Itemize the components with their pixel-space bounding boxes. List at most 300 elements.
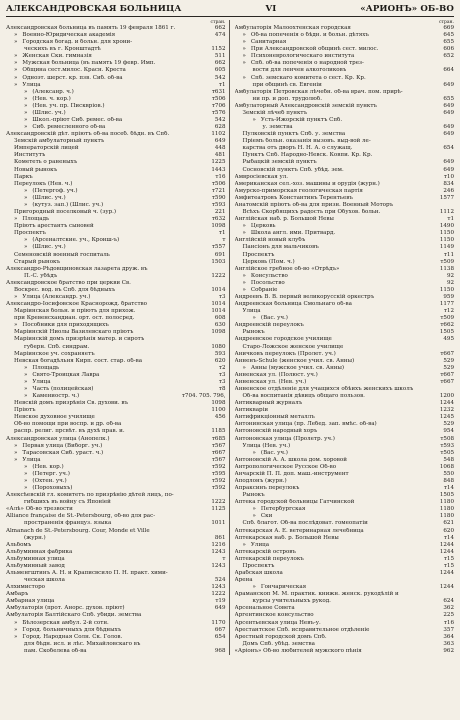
index-entry [6, 329, 226, 336]
entry-page-ref: т631 [211, 88, 226, 95]
entry-title: » Военно-Юридическая академія [6, 32, 210, 39]
index-entry [235, 223, 455, 230]
index-entry [6, 124, 226, 131]
index-entry [235, 365, 455, 372]
index-entry [6, 230, 226, 237]
index-entry [235, 39, 455, 46]
entry-title: Пріютъ [14, 407, 36, 414]
entry-title: Алексѣевскій гл. комитетъ по призрѣнію дѣтей лицъ, по- [6, 492, 174, 499]
entry-title: » Свято-Троицкая Лавра [6, 372, 210, 379]
entry-page-ref: 529 [443, 357, 454, 364]
entry-title: Рынокъ [242, 329, 265, 336]
index-entry [235, 138, 455, 145]
entry-page-ref: 649 [443, 166, 454, 173]
entry-title: » Школа англ. ими. Притвард. [235, 230, 438, 237]
entry-title: » Улица [6, 82, 210, 89]
index-entry [6, 82, 226, 89]
index-entry [235, 75, 455, 82]
index-entry [235, 528, 455, 535]
index-entry [235, 53, 455, 60]
entry-page-ref: 246 [443, 187, 454, 194]
index-entry [6, 252, 226, 259]
entry-title: Амбулаторія Малоохтенская городская [234, 25, 351, 31]
entry-title: Альбуминная фабрика [6, 548, 73, 555]
index-entry [6, 598, 226, 605]
entry-page-ref: 649 [214, 605, 226, 612]
entry-title: Амбулаторный Александровскій земскій пунктъ [234, 102, 377, 109]
entry-page-ref: 1503 [211, 258, 226, 265]
index-entry [235, 535, 455, 542]
entry-page-ref: 1577 [439, 194, 454, 201]
entry-page-ref: т505 [440, 449, 454, 456]
entry-title: Алхимисторо [6, 584, 45, 591]
entry-page-ref: 1125 [211, 506, 226, 513]
entry-page-ref: 363 [443, 640, 454, 647]
entry-title: Амбаръ [6, 591, 29, 598]
entry-page-ref: 1150 [439, 237, 454, 244]
entry-title: » Камениостр. ч.) [6, 393, 180, 400]
entry-page-ref: т1 [218, 81, 226, 88]
entry-page-ref: 606 [443, 46, 454, 53]
entry-title: » Община сест.милос. Красн. Креста [6, 67, 210, 74]
entry-title: Андреевскій переулокъ [234, 322, 304, 329]
index-entry [235, 612, 455, 619]
running-header-right: «АРИОНЪ» ОБ-ВО [360, 4, 454, 14]
entry-title: Амбарная улица [6, 598, 55, 605]
entry-page-ref: 542 [214, 117, 226, 124]
entry-title: Невское духовное училище [14, 414, 95, 421]
index-entry [6, 549, 226, 556]
entry-title: » (Шлис. уч.) [6, 244, 210, 251]
index-entry [6, 478, 226, 485]
index-entry [235, 124, 455, 131]
entry-title: » Усть-Ижорскій пунктъ Спб. [235, 117, 439, 124]
entry-title: » (Вас. уч.) [235, 450, 439, 457]
entry-page-ref: 1244 [439, 541, 454, 548]
entry-title: Пунктъ Спб. Народно-Невск. Ковпи. Кр. Кр. [242, 152, 373, 159]
entry-page-ref: 1185 [211, 428, 226, 435]
running-header-left: АЛЕКСАНДРОВСКАЯ БОЛЬНИЦА [6, 4, 182, 14]
entry-page-ref: 481 [214, 152, 226, 159]
index-entry [6, 641, 226, 648]
entry-page-ref: 1505 [439, 329, 454, 336]
entry-page-ref: 649 [214, 138, 226, 145]
entry-page-ref: 362 [443, 605, 454, 612]
entry-title: Пансіонъ для мальчиковъ [242, 244, 319, 251]
entry-title: при Кревенсхандиан. орт. ост. полосред. [14, 315, 135, 322]
index-entry [6, 60, 226, 67]
entry-page-ref: 655 [443, 95, 454, 102]
index-entry [6, 216, 226, 223]
entry-page-ref: 1102 [211, 131, 226, 138]
entry-page-ref: 474 [214, 32, 226, 39]
entry-title: Проспектъ [14, 230, 46, 237]
entry-page-ref: т15 [443, 562, 454, 569]
entry-title: » Тарасовская Сиб. ураст. ч.) [6, 450, 210, 457]
entry-title: Амбулаторія Петровская лѣчебн. об-ва врач. пом. прирѣ- [234, 88, 403, 95]
entry-title: Проспектъ [242, 251, 275, 258]
entry-title: Альменгштинъ А. Н. и Краписвсило П. Н. практ. хими- [6, 570, 168, 577]
entry-page-ref: 92 [446, 272, 454, 279]
index-entry [6, 336, 226, 343]
index-entry [6, 209, 226, 216]
entry-title: Невская богадѣльня Кирп. сост. стар. об-ва [14, 357, 142, 364]
index-entry [235, 577, 455, 584]
entry-page-ref: 1243 [211, 562, 226, 569]
entry-page-ref: 605 [214, 67, 226, 74]
entry-page-ref: т14 [443, 534, 454, 541]
entry-page-ref: т19 [215, 598, 226, 605]
index-entry [6, 612, 226, 619]
entry-page-ref: 1098 [211, 223, 226, 230]
entry-title: Всѣхъ Скорбящихъ радость при Обухов. больн. [242, 209, 381, 216]
index-entry [235, 393, 455, 400]
entry-page-ref: 1150 [439, 286, 454, 293]
index-entry [6, 280, 226, 287]
index-entry [235, 421, 455, 428]
entry-title: Антикваріи [234, 407, 269, 414]
entry-title: Маріинская больн. и пріютъ для прихож. [14, 308, 136, 315]
index-entry [235, 216, 455, 223]
index-entry [235, 499, 455, 506]
entry-title: Маріинскій домъ призрѣнія матер. и сиротъ [14, 336, 145, 343]
entry-title: » (Пороховыхъ) [6, 485, 210, 492]
column-caption-left: стран. [210, 20, 226, 25]
index-entry [6, 67, 226, 74]
index-entry [6, 237, 226, 244]
index-entry [235, 280, 455, 287]
entry-page-ref: 357 [443, 626, 454, 633]
entry-title: Англійское гребное об-во «Отрѣдъ» [234, 265, 340, 272]
entry-page-ref: 954 [443, 428, 454, 435]
index-entry [6, 344, 226, 351]
index-entry [235, 301, 455, 308]
index-entry [235, 443, 455, 450]
index-entry [6, 181, 226, 188]
entry-title: Альбомъ [6, 541, 32, 548]
index-entry [6, 287, 226, 294]
entry-page-ref: т593 [211, 201, 226, 208]
entry-title: Антонинская улица (пр. Лебед. зап. вмѣс. об-ва) [234, 421, 377, 428]
entry-title: » Сиб. ремесленного об-ва [6, 124, 210, 131]
index-entry [235, 131, 455, 138]
entry-title: » Гончарическая [235, 584, 438, 591]
index-entry [235, 513, 455, 520]
index-entry [6, 634, 226, 641]
entry-page-ref: 92 [446, 279, 454, 286]
entry-title: (журн.) [24, 534, 46, 541]
entry-page-ref: т12 [443, 308, 454, 315]
running-header [6, 4, 454, 17]
entry-page-ref: т506 [211, 180, 226, 187]
index-entry [235, 188, 455, 195]
entry-page-ref: 691 [214, 251, 226, 258]
entry-title: Аптека городской больницы Гатчинской [234, 499, 355, 506]
entry-title: Переулокъ (Нев. ч.) [14, 180, 73, 187]
entry-page-ref: 962 [443, 647, 454, 654]
entry-title: Александровская улица (Анопелк.) [6, 435, 110, 442]
entry-title: Александровскій дѣт. пріютъ об-ва посеб. бѣдн. въ Спб. [6, 131, 170, 138]
index-entry [235, 46, 455, 53]
entry-page-ref: т8 [218, 385, 226, 392]
index-entry [235, 379, 455, 386]
index-entry [235, 584, 455, 591]
entry-page-ref: т16 [443, 619, 454, 626]
entry-page-ref: 1490 [439, 223, 454, 230]
entry-page-ref: 1177 [439, 301, 454, 308]
entry-page-ref: 550 [443, 470, 454, 477]
index-entry [6, 96, 226, 103]
index-entry [235, 174, 455, 181]
entry-page-ref: 959 [443, 293, 454, 300]
entry-title: Сосновскій пунктъ Спб. убѣд. зем. [242, 166, 344, 173]
index-entry [235, 563, 455, 570]
entry-page-ref: т592 [211, 485, 226, 492]
entry-title: Арсенальное Совета [234, 605, 295, 612]
entry-page-ref: т704. 705. 796, [181, 393, 226, 400]
entry-title: Англійскій новый клубъ [234, 237, 306, 244]
entry-title: » Часть (полицейская) [6, 386, 210, 393]
entry-title: » Улица (Александр. уч.) [6, 294, 210, 301]
index-entry [235, 478, 455, 485]
entry-title: пам. Скобелева об-ва [24, 647, 87, 654]
entry-page-ref: 1180 [439, 513, 454, 520]
entry-page-ref: т567 [211, 442, 226, 449]
entry-page-ref: 1225 [211, 159, 226, 166]
entry-page-ref: 221 [214, 209, 226, 216]
entry-page-ref: 1014 [211, 286, 226, 293]
entry-title: Маріинскій Ниолы Вазилевскаго пріютъ [14, 329, 134, 336]
index-entry [235, 351, 455, 358]
index-entry [6, 584, 226, 591]
entry-title: Аптекарскій островъ [234, 548, 296, 555]
entry-page-ref: т [222, 555, 226, 562]
index-entry [6, 223, 226, 230]
index-entry [235, 329, 455, 336]
entry-title: Анчарскій П. П. доп. маш.-инструмент [234, 470, 349, 477]
index-entry [6, 315, 226, 322]
index-entry [6, 627, 226, 634]
entry-title: Паркъ [14, 173, 33, 180]
index-entry [235, 591, 455, 598]
entry-page-ref: т16 [215, 173, 226, 180]
entry-page-ref: 667 [214, 626, 226, 633]
entry-page-ref: т567 [211, 456, 226, 463]
index-entry [6, 386, 226, 393]
index-entry [6, 605, 226, 612]
entry-page-ref: 1014 [211, 301, 226, 308]
index-entry [6, 520, 226, 527]
entry-title: Антоновскій А. А. школа дом. хоровой [234, 456, 347, 463]
entry-page-ref: 649 [443, 102, 454, 109]
entry-title: при общинѣ св. Евгеніи [252, 81, 322, 88]
index-entry [235, 195, 455, 202]
entry-page-ref: 495 [443, 336, 454, 343]
index-entry [235, 549, 455, 556]
entry-page-ref: т14 [443, 485, 454, 492]
index-entry [235, 181, 455, 188]
entry-title: Аптекарская А. Е. ветеринарная лечебница [234, 527, 364, 534]
index-entry [235, 605, 455, 612]
entry-title: Об-во помощи при воспр. и др. об-ва [14, 421, 122, 428]
entry-title: » (Шлис. уч.) [6, 110, 210, 117]
index-entry [235, 110, 455, 117]
entry-title: » (Алексанр. ч.) [6, 89, 210, 96]
index-entry [6, 471, 226, 478]
entry-page-ref: 1200 [439, 393, 454, 400]
entry-title: » Одноэт. шерст. кр. пзв. Сиб. об-ва [6, 75, 210, 82]
entry-page-ref: т1 [447, 216, 454, 223]
index-entry [6, 393, 226, 400]
entry-title: » (Петерг. уч.) [6, 471, 210, 478]
entry-page-ref: 669 [443, 25, 454, 31]
index-entry [6, 53, 226, 60]
index-entry [6, 535, 226, 542]
entry-page-ref: т3 [218, 378, 226, 385]
entry-title: Арестный городской домъ Спб. [234, 633, 327, 640]
entry-page-ref: т667 [211, 449, 226, 456]
entry-title: Alliance française de St.-Petersbourg, об-во для рас- [6, 513, 156, 520]
index-entry [6, 436, 226, 443]
entry-page-ref: 1232 [439, 407, 454, 414]
index-entry [235, 485, 455, 492]
index-entry [6, 25, 226, 32]
entry-page-ref: 529 [443, 364, 454, 371]
entry-title: Старо-Ложское женское училище [242, 343, 344, 350]
entry-title: П.-С. убѣдъ [24, 272, 58, 279]
entry-page-ref: 649 [443, 81, 454, 88]
index-entry [6, 32, 226, 39]
entry-page-ref: т509 [440, 315, 454, 322]
entry-title: Аргентинское консульство [234, 612, 314, 619]
index-columns [6, 20, 454, 655]
index-entry [235, 457, 455, 464]
entry-page-ref: 662 [214, 60, 226, 67]
index-entry [235, 556, 455, 563]
entry-title: Спб. благот. Об-ва послѣдоват. гомеопатіи [242, 520, 368, 527]
index-entry [6, 450, 226, 457]
entry-title: Англійская наб. р. Большой Невы [234, 216, 334, 223]
entry-title: Об-ва воспитанія дѣвицъ общаго пользов. [242, 393, 365, 400]
entry-page-ref: т2 [218, 364, 226, 371]
page-number: VI [265, 4, 277, 14]
entry-page-ref: т721 [211, 187, 226, 194]
index-entry [6, 620, 226, 627]
entry-title: Невскій домъ призрѣнія Св. духови. въ [14, 400, 129, 407]
entry-page-ref: 662 [214, 25, 226, 31]
entry-title: «Аріонъ» Об-во любителей мужского пѣнія [234, 647, 362, 654]
entry-page-ref: 225 [443, 612, 454, 619]
entry-page-ref: т632 [211, 216, 226, 223]
entry-page-ref: т667 [440, 350, 454, 357]
entry-page-ref: т508 [440, 435, 454, 442]
index-entry [6, 407, 226, 414]
entry-page-ref: 621 [443, 520, 454, 527]
entry-page-ref: 1443 [211, 166, 226, 173]
entry-page-ref: т3 [218, 371, 226, 378]
entry-page-ref: 1216 [211, 541, 226, 548]
entry-title: » Посольство [235, 280, 439, 287]
entry-title: губерн. Спб. синдрам. [24, 343, 90, 350]
entry-title: » Собраніе [235, 287, 438, 294]
entry-title: Апраксинъ переулокъ [234, 485, 300, 492]
entry-title: Комететь о раненыхъ [14, 159, 78, 166]
index-entry [235, 598, 455, 605]
index-entry [6, 39, 226, 46]
entry-page-ref: 1100 [211, 407, 226, 414]
index-entry [6, 152, 226, 159]
index-entry [235, 252, 455, 259]
index-entry [6, 506, 226, 513]
entry-title: «Алѣ» Об-во трезвости [6, 506, 73, 513]
entry-title: » Город. Народная Солн. Ск. Голов. [6, 634, 210, 641]
entry-title: Антоновскій народный хоръ [234, 428, 318, 435]
index-entry [6, 308, 226, 315]
index-entry [235, 344, 455, 351]
index-entry [6, 75, 226, 82]
index-entry [6, 443, 226, 450]
entry-title: Пригородный поселковый ч. (зур.) [14, 209, 117, 216]
entry-title: Улица (Нев. уч.) [242, 442, 291, 449]
entry-page-ref: т11 [443, 251, 454, 258]
entry-title: Андреевъ В. В. первый великорусскій оркестръ [234, 293, 375, 300]
entry-page-ref: 1011 [211, 520, 226, 527]
entry-title: » Спб. земскаго комитета о сест. Кр. Кр. [235, 75, 439, 82]
entry-title: Анатомскій пріютъ об-ва для призн. Военный Моторъ [234, 201, 394, 208]
entry-page-ref: т15 [443, 555, 454, 562]
entry-title: Амбулаторія Балтійскаго Спб. убиди. земства [6, 612, 142, 619]
entry-page-ref: 1243 [211, 548, 226, 555]
index-entry [6, 103, 226, 110]
index-entry [6, 89, 226, 96]
index-entry [6, 577, 226, 584]
index-entry [235, 464, 455, 471]
index-entry [235, 400, 455, 407]
entry-title: Альбуминная улица [6, 555, 65, 562]
index-entry [235, 145, 455, 152]
entry-title: Пріютъ арестантъ сыновей [14, 223, 94, 230]
entry-title: Антикварный журналъ [234, 400, 303, 407]
entry-title: Арабская школа [234, 570, 283, 577]
entry-title: » Школ.-пріют Сиб. ремес. об-ва [6, 117, 210, 124]
entry-title: » Анны (мужское учил. св. Анны) [235, 365, 439, 372]
entry-page-ref: т590 [211, 194, 226, 201]
index-entry [235, 641, 455, 648]
index-entry [6, 563, 226, 570]
entry-title: Амфитеатровъ Константинъ Терентьевъ [234, 194, 353, 201]
entry-title: » (Шлис. уч.) [6, 195, 210, 202]
entry-title: распр. религ. прсвѣт. въ духѣ прав. и. [14, 428, 125, 435]
entry-page-ref: 620 [214, 357, 226, 364]
entry-page-ref: 542 [214, 74, 226, 81]
entry-title: Александро-Рѣдовщиновская лазарета друж. въ [6, 265, 148, 272]
index-entry [6, 591, 226, 598]
entry-title: » (Нев. уч. пр. Писквріов.) [6, 103, 210, 110]
entry-title: » Улица [6, 379, 210, 386]
index-column-left [6, 20, 230, 655]
index-entry [6, 379, 226, 386]
entry-title: Арсентьевская улица Невъ-у. [234, 619, 321, 626]
entry-page-ref: 652 [443, 53, 454, 60]
entry-title: » Петербургская [235, 506, 438, 513]
entry-title: » Бѣлозерская амбул. 2-й сотн. [6, 620, 209, 627]
entry-page-ref: 1180 [439, 506, 454, 513]
entry-title: для бѣдн. исл. и лѣс. Михайловскаго въ [24, 640, 141, 647]
entry-title: » Об-ва попеченія о бѣдн. и больн. дѣтяхъ [235, 32, 439, 39]
index-entry [6, 301, 226, 308]
entry-page-ref: т10 [443, 173, 454, 180]
entry-title: Амурско-приморская геологическая партія [234, 187, 363, 194]
